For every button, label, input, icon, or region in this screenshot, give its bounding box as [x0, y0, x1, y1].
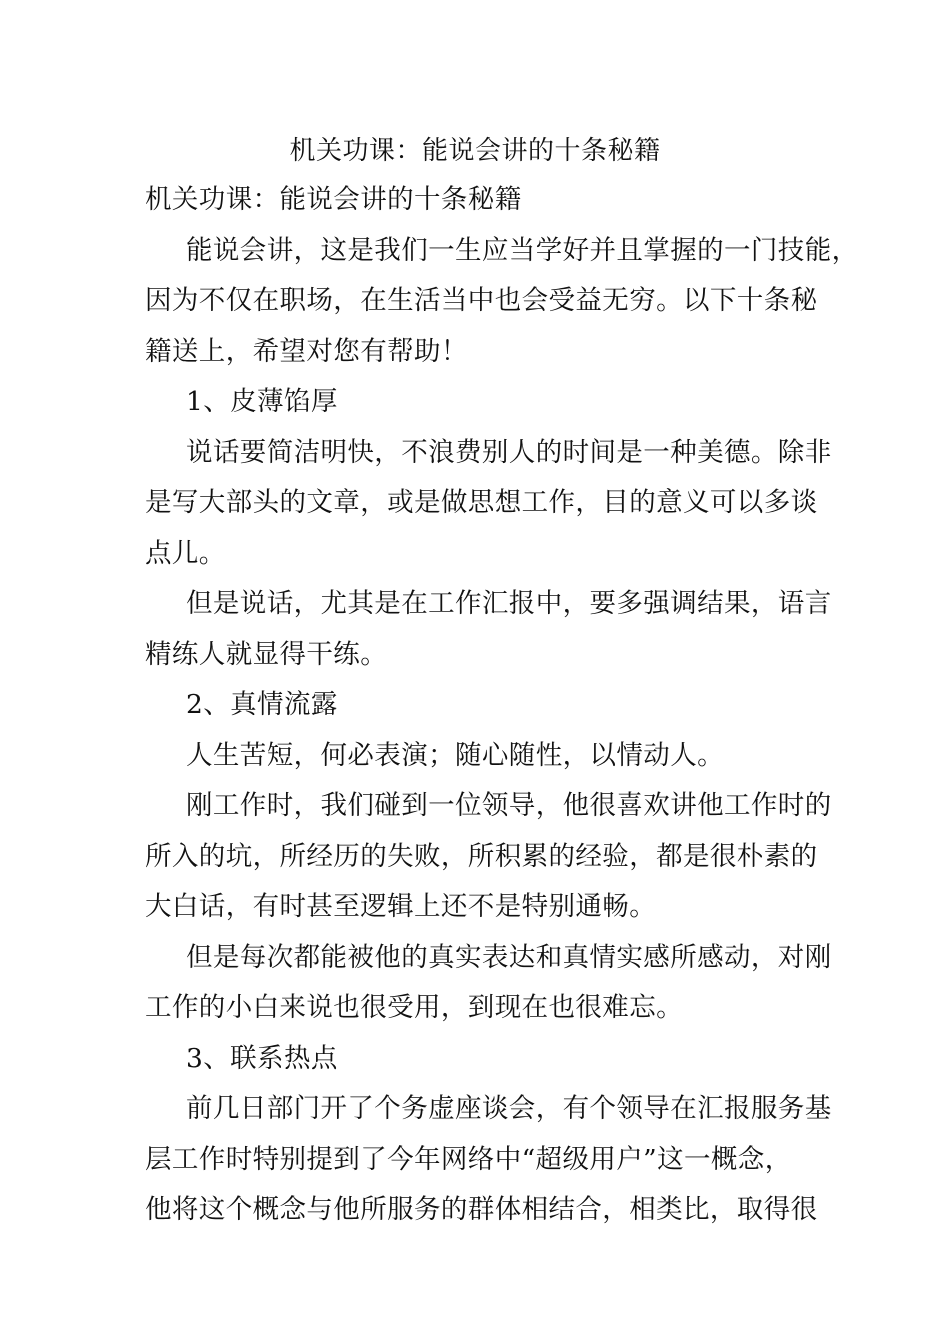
- paragraph-line: 工作的小白来说也很受用，到现在也很难忘。: [145, 992, 683, 1023]
- paragraph-line: 他将这个概念与他所服务的群体相结合，相类比，取得很: [145, 1194, 818, 1225]
- paragraph-line: 人生苦短，何必表演；随心随性，以情动人。: [186, 739, 724, 771]
- paragraph-line: 所入的坑，所经历的失败，所积累的经验，都是很朴素的: [145, 840, 818, 872]
- paragraph-line: 大白话，有时甚至逻辑上还不是特别通畅。: [145, 891, 657, 922]
- paragraph-line: 点儿。: [145, 537, 226, 569]
- paragraph-line: 说话要简洁明快，不浪费别人的时间是一种美德。除非: [186, 436, 832, 468]
- paragraph-line: 机关功课：能说会讲的十条秘籍: [145, 184, 522, 215]
- paragraph-line: 是写大部头的文章，或是做思想工作，目的意义可以多谈: [145, 487, 818, 518]
- paragraph-line: 3、联系热点: [186, 1042, 338, 1074]
- paragraph-line: 前几日部门开了个务虚座谈会，有个领导在汇报服务基: [186, 1093, 832, 1124]
- paragraph-line: 2、真情流露: [186, 689, 338, 720]
- paragraph-line: 籍送上，希望对您有帮助！: [145, 335, 468, 367]
- paragraph-line: 精练人就显得干练。: [145, 638, 388, 670]
- paragraph-line: 因为不仅在职场，在生活当中也会受益无穷。以下十条秘: [145, 285, 818, 316]
- paragraph-line: 刚工作时，我们碰到一位领导，他很喜欢讲他工作时的: [186, 790, 832, 821]
- paragraph-line: 但是每次都能被他的真实表达和真情实感所感动，对刚: [186, 941, 832, 973]
- paragraph-line: 能说会讲，这是我们一生应当学好并且掌握的一门技能，: [186, 234, 859, 266]
- paragraph-line: 层工作时特别提到了今年网络中“超级用户”这一概念，: [145, 1143, 792, 1175]
- document-title: 机关功课：能说会讲的十条秘籍: [289, 136, 661, 166]
- paragraph-line: 但是说话，尤其是在工作汇报中，要多强调结果，语言: [186, 588, 832, 619]
- paragraph-line: 1、皮薄馅厚: [186, 386, 338, 417]
